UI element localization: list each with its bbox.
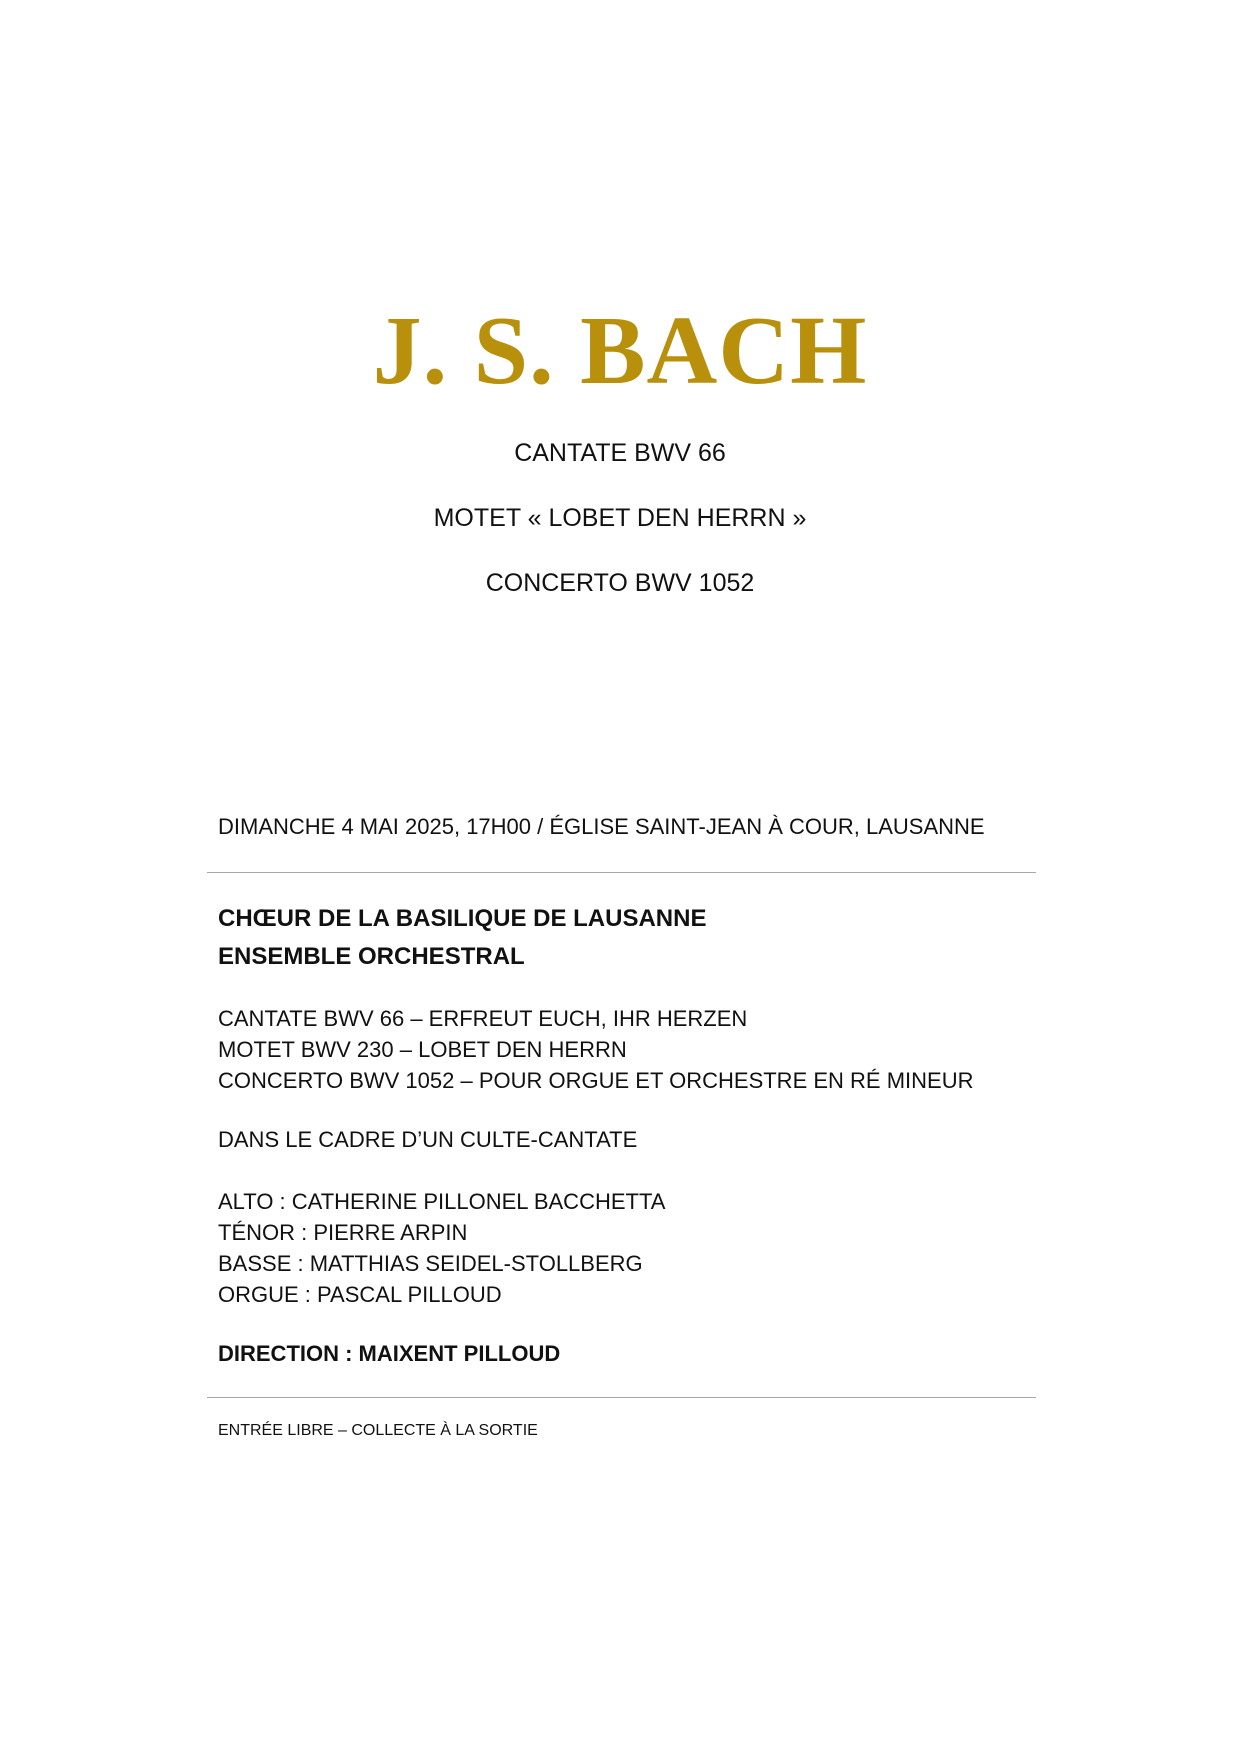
featured-work-item: CONCERTO BWV 1052	[485, 569, 755, 597]
divider-top	[207, 872, 1036, 873]
featured-work-item: CANTATE BWV 66	[514, 439, 726, 467]
program-item: CONCERTO BWV 1052 – POUR ORGUE ET ORCHESTRE EN RÉ MINEUR	[218, 1068, 974, 1093]
conductor-line: DIRECTION : MAIXENT PILLOUD	[218, 1341, 561, 1366]
performers-list	[218, 1186, 1038, 1310]
divider-bottom	[207, 1397, 1036, 1398]
performer-item: ORGUE : PASCAL PILLOUD	[218, 1282, 502, 1307]
composer-title: J. S. BACH	[372, 297, 868, 405]
admission-note: ENTRÉE LIBRE – COLLECTE À LA SORTIE	[218, 1422, 538, 1439]
ensemble-names	[218, 900, 1038, 976]
program-item: CANTATE BWV 66 – ERFREUT EUCH, IHR HERZEN	[218, 1006, 748, 1031]
event-date-location: DIMANCHE 4 MAI 2025, 17H00 / ÉGLISE SAINT-JEAN À COUR, LAUSANNE	[218, 814, 985, 839]
choir-name: CHŒUR DE LA BASILIQUE DE LAUSANNE	[218, 905, 707, 932]
program-item: MOTET BWV 230 – LOBET DEN HERRN	[218, 1037, 627, 1062]
featured-work-item: MOTET « LOBET DEN HERRN »	[433, 504, 807, 532]
service-context: DANS LE CADRE D’UN CULTE-CANTATE	[218, 1127, 638, 1152]
performer-item: ALTO : CATHERINE PILLONEL BACCHETTA	[218, 1189, 666, 1214]
program-list	[218, 1003, 1038, 1096]
performer-item: TÉNOR : PIERRE ARPIN	[218, 1220, 468, 1245]
featured-works-list	[0, 438, 1240, 633]
orchestra-name: ENSEMBLE ORCHESTRAL	[218, 943, 525, 970]
performer-item: BASSE : MATTHIAS SEIDEL-STOLLBERG	[218, 1251, 643, 1276]
